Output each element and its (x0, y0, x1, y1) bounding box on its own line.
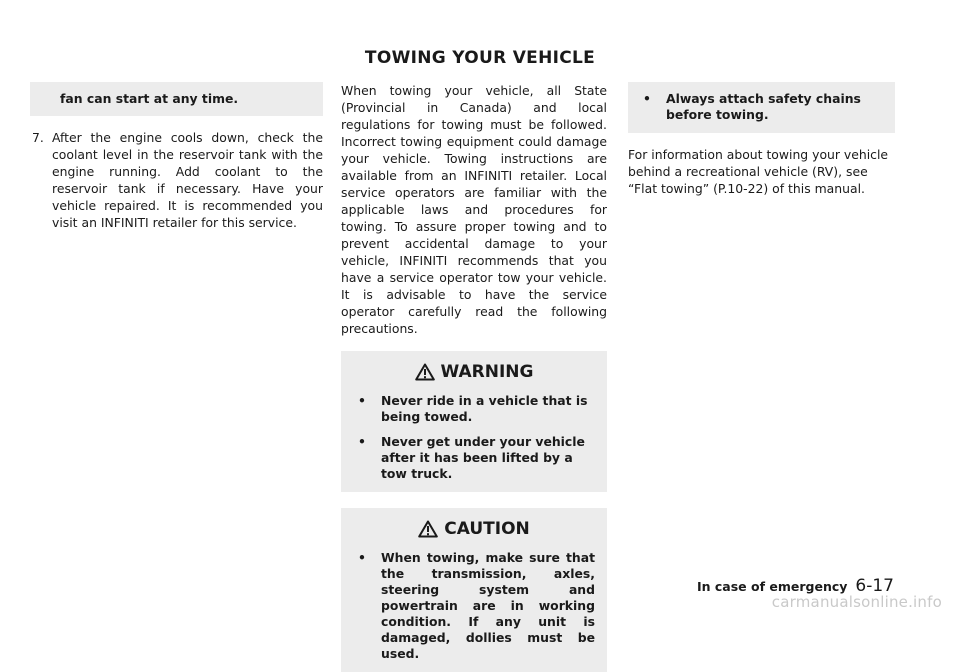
bullet: • (358, 550, 366, 565)
warning-list (353, 393, 595, 482)
step-7 (30, 129, 323, 231)
warning-item-text: Never ride in a vehicle that is being towed. (381, 393, 588, 424)
section-title: TOWING YOUR VEHICLE (364, 48, 596, 68)
warning-item (353, 434, 595, 482)
fan-note-text: fan can start at any time. (60, 91, 239, 106)
page-number: 6-17 (855, 576, 894, 596)
caution-item-text: When towing, make sure that the transmission, axles, steering system and powertrain are in working condition. If any unit is damaged, dollies must be used. (381, 550, 595, 661)
warning-box (341, 351, 607, 492)
caution-list (353, 550, 595, 662)
flat-towing-reference: For information about towing your vehicle behind a recreational vehicle (RV), see “Flat towing” (P.10-22) of this manual. (628, 147, 889, 196)
caution-box (341, 508, 607, 672)
caution-header (353, 518, 595, 540)
step-number: 7. (32, 130, 44, 145)
warning-triangle-icon (415, 363, 435, 381)
warning-item-text: Never get under your vehicle after it has been lifted by a tow truck. (381, 434, 585, 481)
caution-item (353, 550, 595, 662)
warning-item (353, 393, 595, 425)
safety-chains-item (638, 91, 885, 123)
warning-title: WARNING (440, 361, 534, 382)
safety-chains-text: Always attach safety chains before towing. (666, 91, 861, 122)
footer-chapter-label: In case of emergency (696, 579, 848, 594)
caution-title: CAUTION (444, 518, 530, 539)
bullet: • (358, 434, 366, 449)
towing-intro: When towing your vehicle, all State (Provincial in Canada) and local regulations for towing must be followed. Incorrect towing equipment could damage your vehicle. Towing instructions are available from an INFINITI retailer. Local service operators are familiar with the applicable laws and procedures for towing. To assure proper towing and to prevent accidental damage to your vehicle, INFINITI recommends that you have a service operator tow your vehicle. It is advisable to have the service operator carefully read the following precautions. (341, 83, 607, 336)
bullet: • (643, 91, 651, 106)
left-column (30, 82, 323, 231)
right-column (628, 82, 895, 197)
safety-chains-box (628, 82, 895, 133)
fan-note-box (30, 82, 323, 116)
warning-header (353, 361, 595, 383)
watermark: carmanualsonline.info (771, 593, 942, 611)
step-text: After the engine cools down, check the coolant level in the reservoir tank with the engine running. Add coolant to the reservoir tank if necessary. Have your vehicle repaired. It is recommended you visit an INFINITI retailer for this service. (52, 130, 323, 230)
bullet: • (358, 393, 366, 408)
warning-triangle-icon (418, 520, 438, 538)
middle-column (341, 82, 607, 672)
